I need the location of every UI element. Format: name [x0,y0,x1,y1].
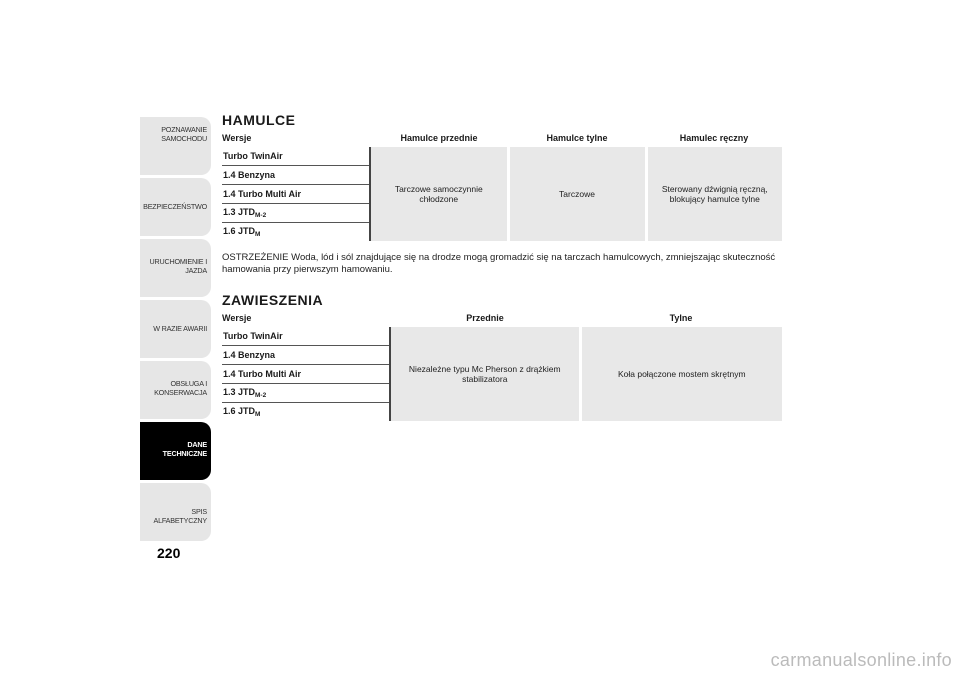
table-header-row [222,129,782,147]
warning-text: OSTRZEŻENIE Woda, lód i sól znajdujące się na drodze mogą gromadzić się na tarczach hamulcowych, zmniejszając skuteczność hamowania przy pierwszym hamowaniu. [222,252,776,275]
table-row [222,327,782,346]
version-label: 1.4 Turbo Multi Air [223,369,301,379]
zawieszenia-table [222,309,782,421]
version-subscript: M-2 [255,212,267,219]
version-label: 1.6 JTD [223,226,256,236]
tab-label: BEZPIECZEŃSTWO [143,202,207,211]
tab-label: SPIS ALFABETYCZNY [153,507,207,525]
version-label: 1.4 Benzyna [223,350,276,360]
version-cell [222,204,370,223]
tab-uruchomienie-i-jazda[interactable] [140,239,211,297]
tab-obsluga-i-konserwacja[interactable] [140,361,211,419]
watermark: carmanualsonline.info [770,650,952,670]
version-subscript: M-2 [255,392,267,399]
tab-poznawanie-samochodu[interactable] [140,117,211,175]
rear-suspension-value: Koła połączone mostem skrętnym [580,327,782,421]
tab-label: URUCHOMIENIE I JAZDA [149,257,207,275]
tab-label: W RAZIE AWARII [153,324,207,333]
version-label: 1.4 Benzyna [223,170,276,180]
tab-bezpieczenstwo[interactable] [140,178,211,236]
version-cell [222,384,390,403]
hamulce-table [222,129,782,241]
tab-label: OBSŁUGA I KONSERWACJA [154,379,207,397]
col-header: Wersje [222,313,252,323]
table-row [222,147,782,166]
version-label: 1.4 Turbo Multi Air [223,189,301,199]
hand-brake-value: Sterowany dźwignią ręczną, blokujący hamulce tylne [646,147,782,241]
version-label: 1.3 JTD [223,207,256,217]
col-header: Tylne [669,313,693,323]
col-header: Hamulce przednie [400,133,478,143]
rear-brakes-value: Tarczowe [508,147,646,241]
version-cell [222,147,370,166]
version-cell [222,365,390,384]
version-label: 1.6 JTD [223,406,256,416]
tab-dane-techniczne[interactable] [140,422,211,480]
version-cell [222,403,390,422]
hamulce-title: HAMULCE [222,112,296,128]
version-cell [222,327,390,346]
col-header: Hamulec ręczny [679,133,749,143]
version-cell [222,185,370,204]
tab-spis-alfabetyczny[interactable] [140,483,211,541]
zawieszenia-title: ZAWIESZENIA [222,292,324,308]
tab-label: DANE TECHNICZNE [162,440,207,458]
tab-w-razie-awarii[interactable] [140,300,211,358]
version-cell [222,346,390,365]
version-label: 1.3 JTD [223,387,256,397]
tab-label: POZNAWANIE SAMOCHODU [161,125,207,143]
col-header: Hamulce tylne [546,133,608,143]
version-cell [222,166,370,185]
version-subscript: M [255,411,261,418]
col-header: Wersje [222,133,252,143]
page-number: 220 [157,545,181,561]
col-header: Przednie [466,313,504,323]
version-cell [222,223,370,242]
version-subscript: M [255,231,261,238]
version-label: Turbo TwinAir [223,151,283,161]
version-label: Turbo TwinAir [223,331,283,341]
table-header-row [222,309,782,327]
front-brakes-value: Tarczowe samoczynnie chłodzone [370,147,508,241]
front-suspension-value: Niezależne typu Mc Pherson z drążkiem stabilizatora [390,327,580,421]
